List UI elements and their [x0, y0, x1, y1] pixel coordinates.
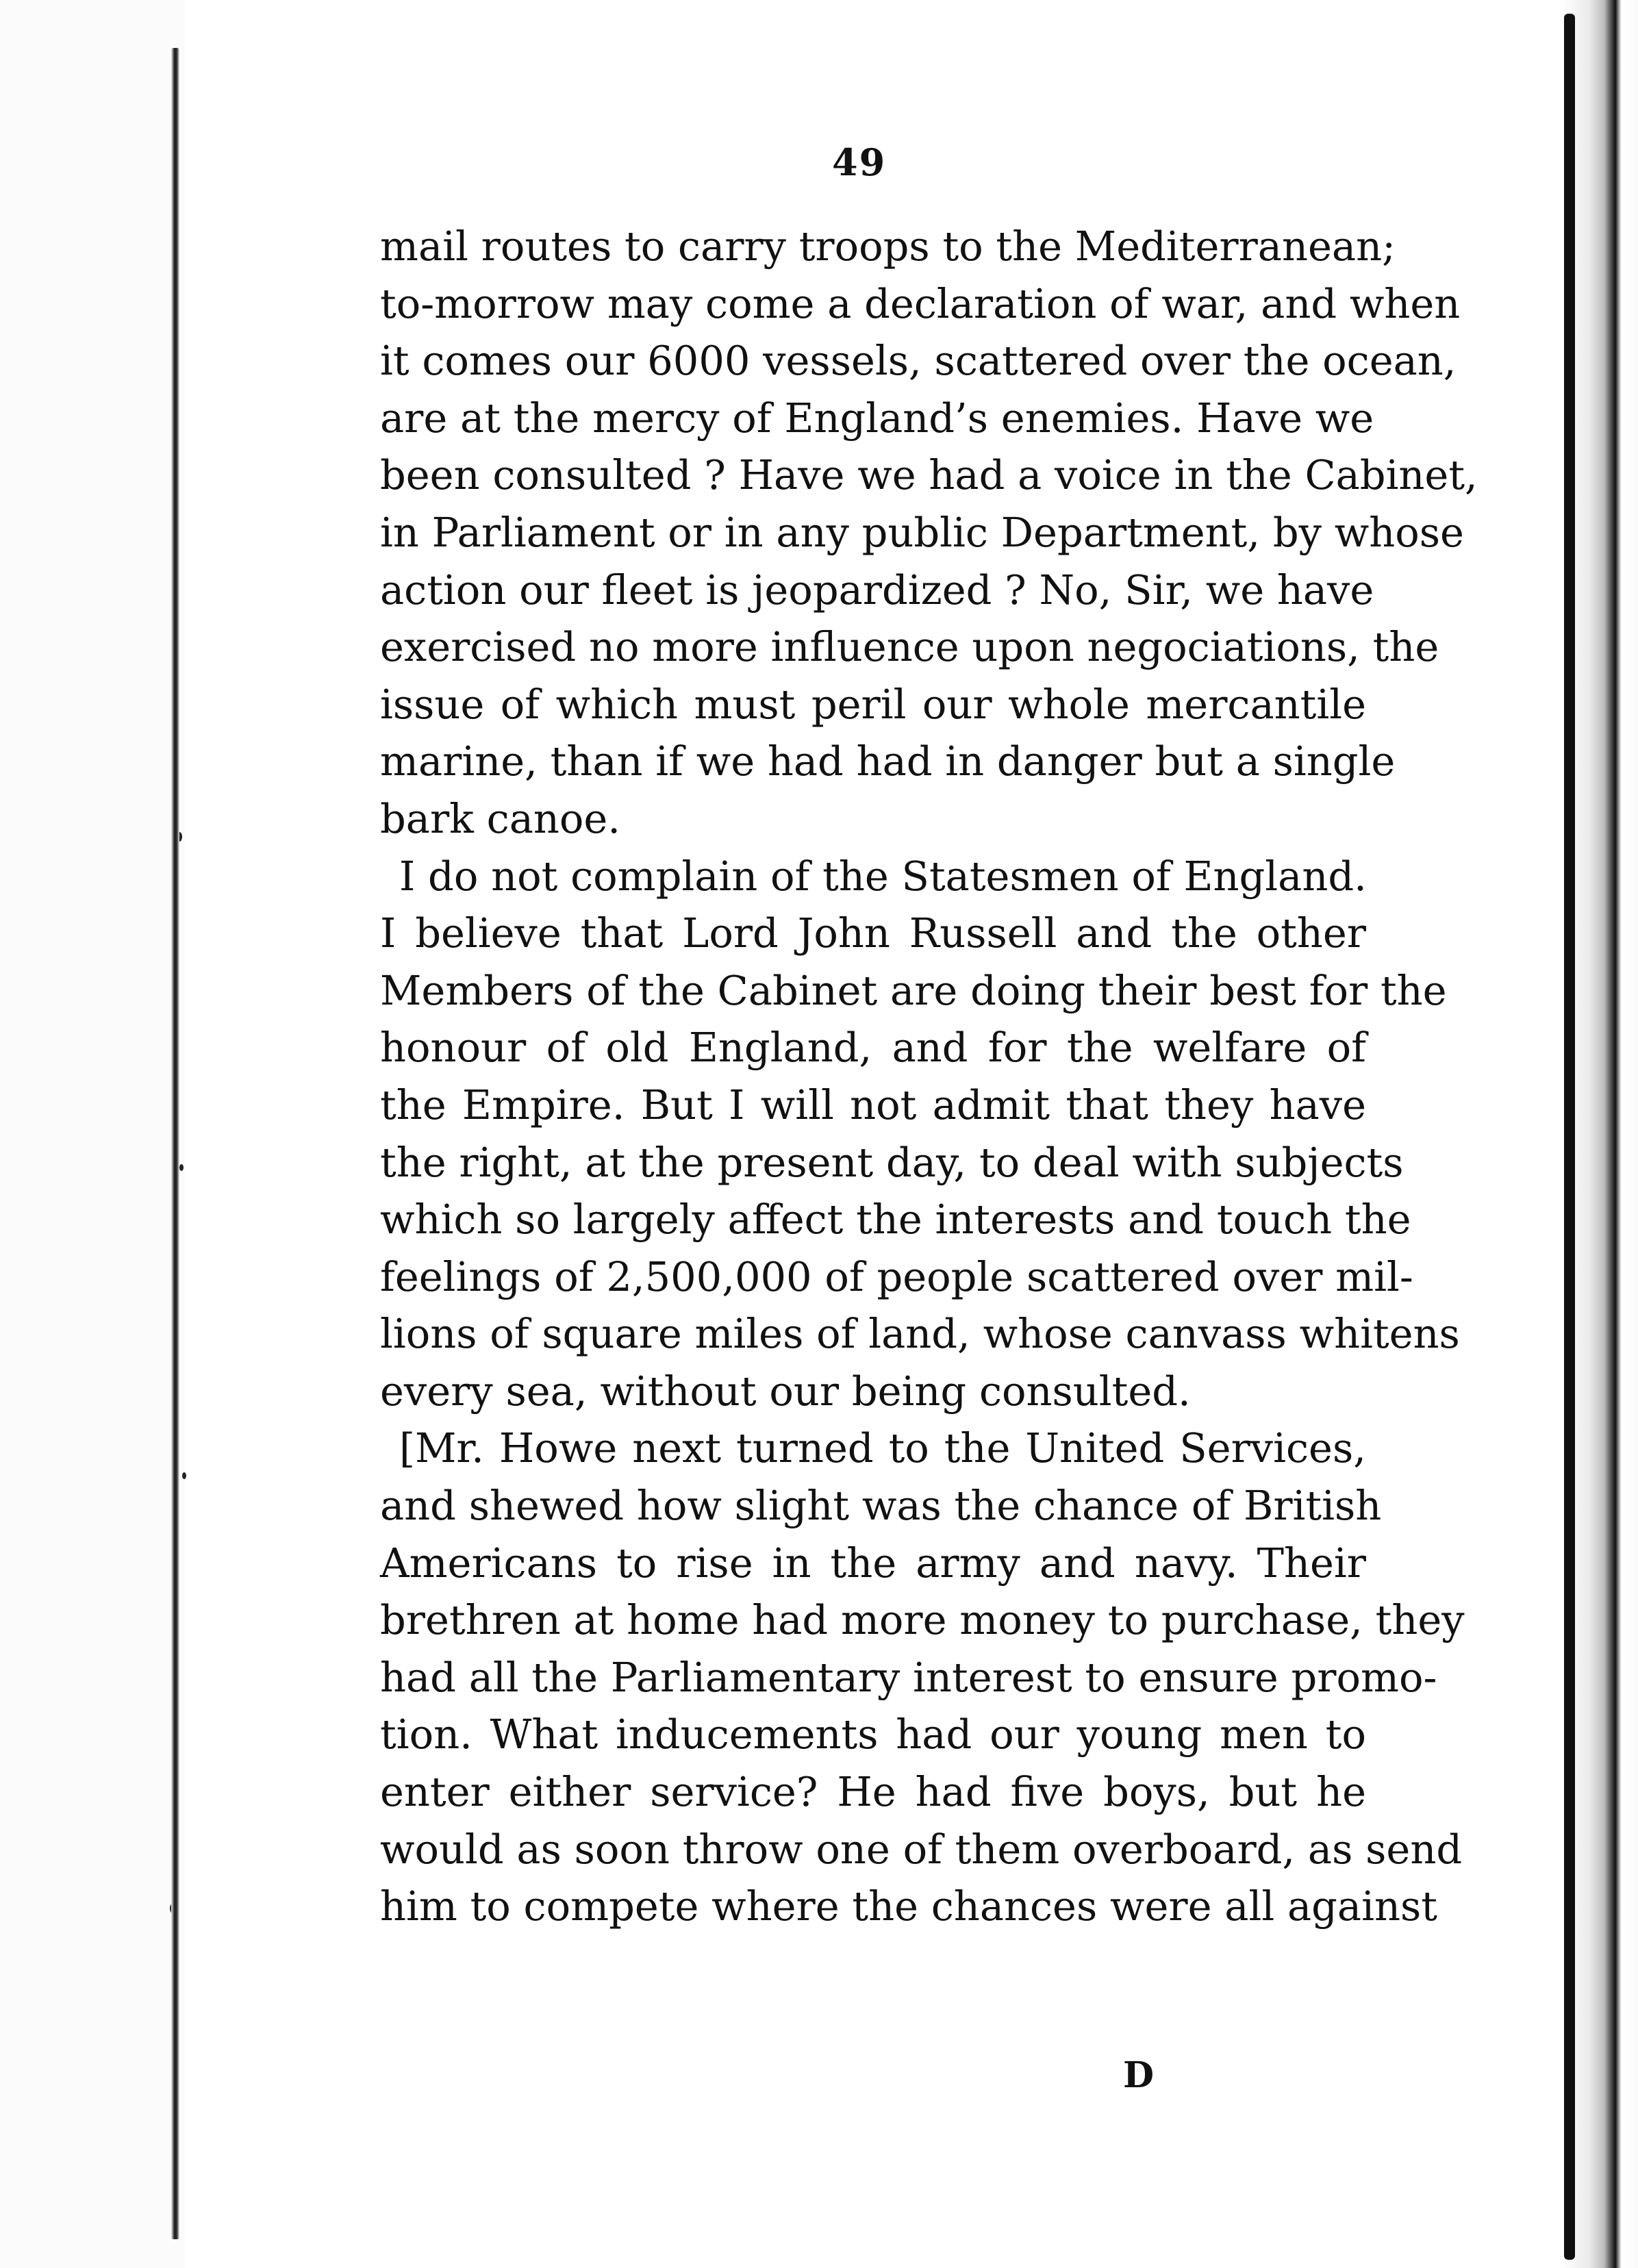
- text-line: him to compete where the chances were all against: [380, 1882, 1437, 1930]
- text-line: tion. What inducements had our young men to: [380, 1711, 1366, 1759]
- text-line: [Mr. Howe next turned to the United Services,: [399, 1424, 1366, 1472]
- body-text: [380, 218, 1478, 1935]
- text-line: enter either service? He had five boys, but he: [380, 1768, 1366, 1816]
- text-line: lions of square miles of land, whose canvass whitens: [380, 1310, 1460, 1358]
- text-line: it comes our 6000 vessels, scattered over the ocean,: [380, 337, 1457, 385]
- text-line: mail routes to carry troops to the Mediterranean;: [380, 223, 1396, 270]
- facing-page-edge: [0, 0, 185, 2268]
- text-line: the Empire. But I will not admit that they have: [380, 1081, 1366, 1129]
- page-number: 49: [832, 140, 887, 184]
- text-line: marine, than if we had had in danger but a single: [380, 738, 1396, 785]
- text-line: are at the mercy of England’s enemies. Have we: [380, 394, 1374, 442]
- text-line: and shewed how slight was the chance of British: [380, 1482, 1382, 1530]
- page-edge-line: [1564, 14, 1575, 2260]
- signature-mark: D: [1123, 2054, 1155, 2096]
- text-line: bark canoe.: [380, 794, 621, 842]
- text-line: would as soon throw one of them overboard, as send: [380, 1825, 1463, 1873]
- text-line: brethren at home had more money to purchase, they: [380, 1596, 1465, 1644]
- text-line: been consulted ? Have we had a voice in the Cabinet,: [380, 451, 1478, 499]
- text-line: Members of the Cabinet are doing their best for the: [380, 966, 1447, 1014]
- text-line: I believe that Lord John Russell and the other: [380, 909, 1366, 957]
- text-line: Americans to rise in the army and navy. Their: [380, 1539, 1366, 1587]
- text-line: the right, at the present day, to deal with subjects: [380, 1138, 1404, 1186]
- text-line: to-morrow may come a declaration of war, and when: [380, 279, 1461, 327]
- text-line: issue of which must peril our whole mercantile: [380, 680, 1366, 728]
- text-line: in Parliament or in any public Department, by whose: [380, 508, 1464, 556]
- text-line: honour of old England, and for the welfare of: [380, 1024, 1366, 1072]
- text-line: feelings of 2,500,000 of people scattered over mil-: [380, 1252, 1413, 1300]
- text-line: action our fleet is jeopardized ? No, Sir, we have: [380, 566, 1374, 614]
- text-line: had all the Parliamentary interest to ensure promo-: [380, 1653, 1437, 1701]
- text-line: exercised no more influence upon negociations, the: [380, 623, 1439, 671]
- margin-specks: [0, 0, 178, 2268]
- text-line: which so largely affect the interests and touch the: [380, 1196, 1411, 1244]
- text-line: every sea, without our being consulted.: [380, 1367, 1191, 1415]
- page-gutter-line: [171, 48, 179, 2239]
- text-line: I do not complain of the Statesmen of England.: [399, 852, 1367, 900]
